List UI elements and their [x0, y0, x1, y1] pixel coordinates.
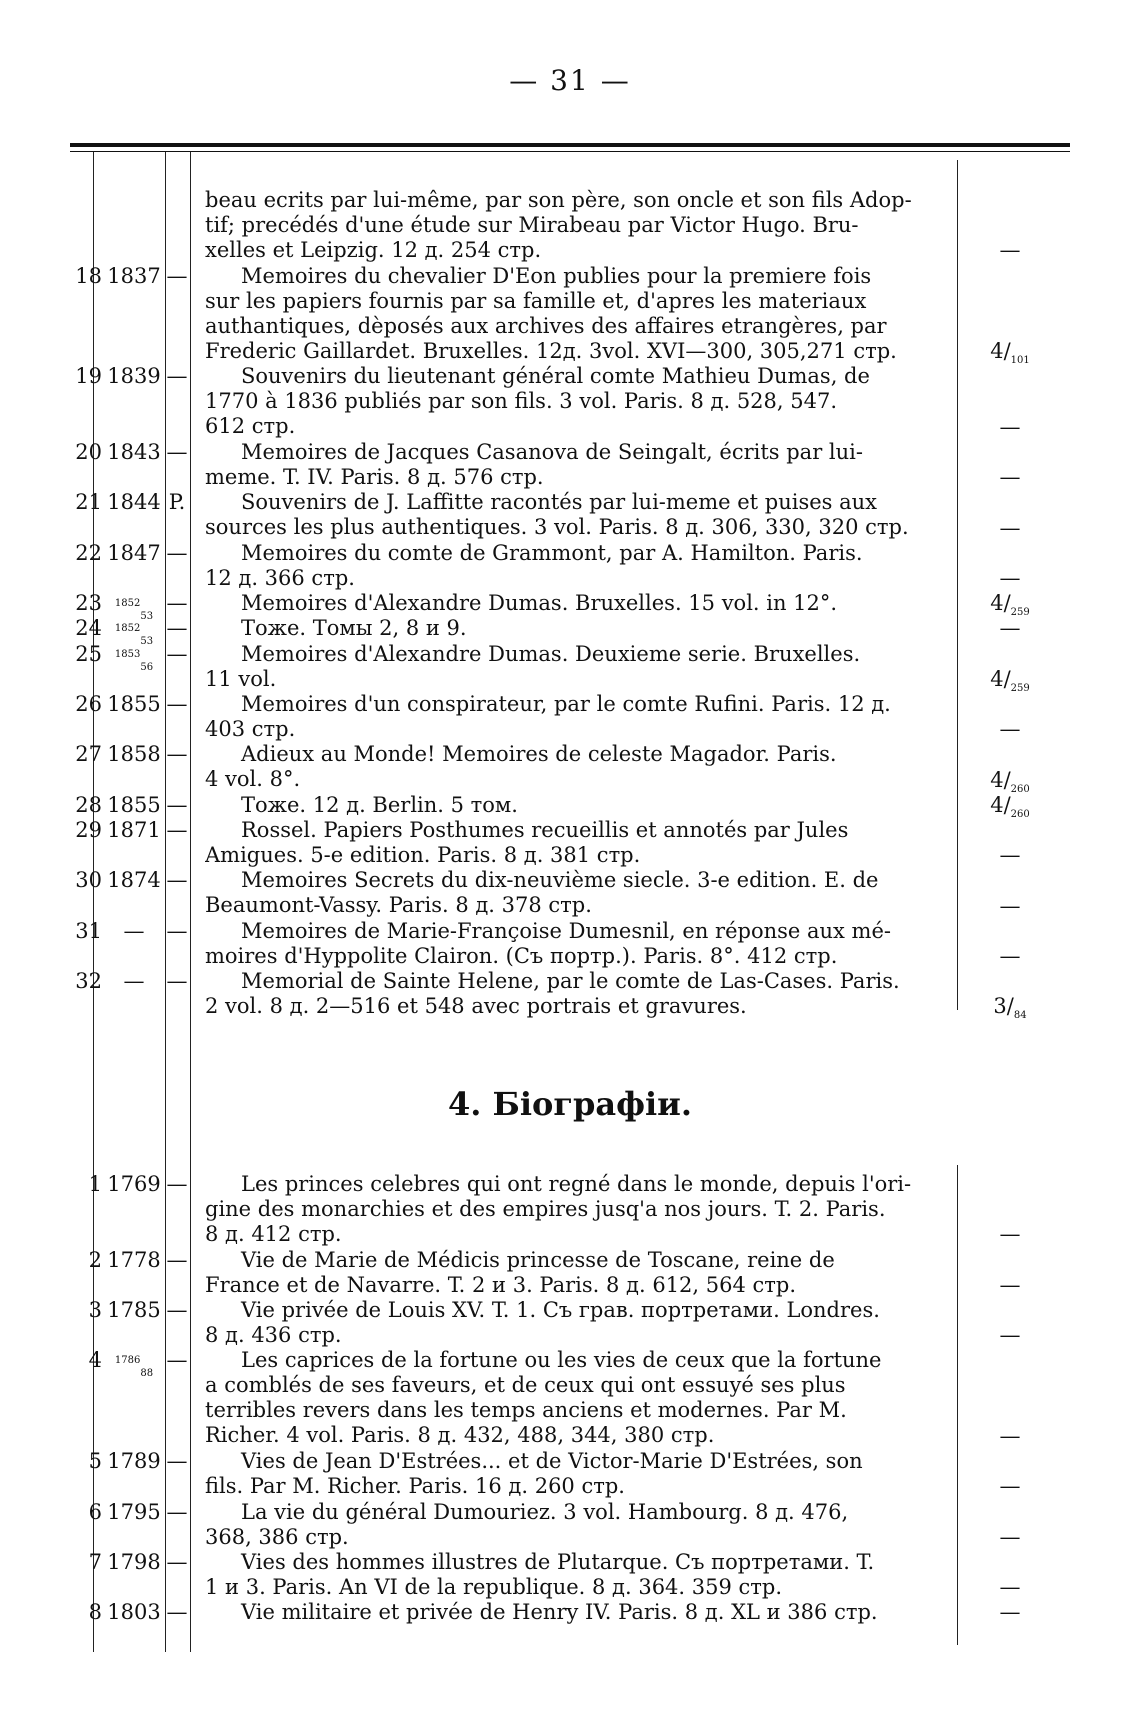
entry-text-line: sur les papiers fournis par sa famille et, d'apres les materiaux	[205, 288, 867, 313]
entry-mark: —	[166, 1298, 188, 1322]
entry-year	[103, 642, 165, 680]
entry-year-start: 1852	[114, 623, 141, 635]
entry-mark: —	[166, 1550, 188, 1574]
entry-year-end: 88	[140, 1368, 154, 1380]
section-heading: 4. Біографіи.	[448, 1085, 692, 1123]
entry-year: 1803	[107, 1600, 161, 1625]
entry-mark: —	[166, 918, 188, 943]
entry-mark: —	[166, 969, 188, 994]
entry-text-line: 1 и 3. Paris. An VI de la republique. 8 д. 364. 359 стр.	[205, 1575, 783, 1599]
entry-text-line: Memoires d'un conspirateur, par le comte Rufini. Paris. 12 д.	[241, 692, 891, 716]
entry-text	[205, 1600, 957, 1625]
entry-price: —	[999, 1524, 1021, 1549]
header-rule	[70, 143, 1070, 147]
entry-text-line: terribles revers dans les temps anciens et modernes. Par M.	[205, 1398, 847, 1423]
entry-year: 1798	[107, 1550, 161, 1574]
entry-number: 18	[75, 263, 102, 288]
entry-number: 29	[75, 818, 102, 842]
entry-mark: —	[166, 692, 188, 716]
entry-text-line: Vies des hommes illustres de Plutarque. Съ портретами. T.	[241, 1550, 875, 1574]
entry-text-line: 2 vol. 8 д. 2—516 et 548 avec portrais et gravures.	[205, 994, 747, 1019]
entry-text-line: Souvenirs du lieutenant général comte Mathieu Dumas, de	[241, 364, 870, 389]
entry-text-line: France et de Navarre. T. 2 и 3. Paris. 8 д. 612, 564 стр.	[205, 1272, 797, 1297]
column-divider	[957, 160, 958, 1010]
entry-text	[205, 1500, 957, 1550]
entry-text-line: Richer. 4 vol. Paris. 8 д. 432, 488, 344, 380 стр.	[205, 1423, 715, 1448]
entry-text	[205, 969, 957, 1019]
entry-price: —	[999, 717, 1021, 742]
entry-text-line: 11 vol.	[205, 666, 277, 691]
entry-mark: —	[166, 1499, 188, 1524]
entry-year: 1843	[107, 440, 161, 464]
entry-text-line: Тоже. 12 д. Berlin. 5 том.	[241, 792, 518, 817]
entry-text-line: a comblés de ses faveurs, et de ceux qui ont essuyé ses plus	[205, 1373, 846, 1398]
entry-year: —	[123, 969, 145, 994]
entry-year-start: 1852	[114, 598, 141, 610]
entry-price-subscript: 260	[1010, 808, 1030, 820]
entry-year: —	[123, 918, 145, 943]
entry-mark: —	[166, 1247, 188, 1272]
entry-price-subscript: 259	[1010, 607, 1030, 619]
column-divider	[190, 152, 191, 1652]
entry-number: 26	[75, 692, 102, 716]
entry-text-line: Memorial de Sainte Helene, par le comte de Las-Cases. Paris.	[241, 969, 900, 994]
entry-mark: —	[166, 540, 188, 565]
entry-text-line: meme. T. IV. Paris. 8 д. 576 стр.	[205, 465, 544, 489]
entry-price: $4/_{259}$	[990, 591, 1030, 619]
entry-mark: —	[166, 440, 188, 464]
entry-text	[205, 818, 957, 868]
entry-text	[205, 742, 957, 792]
entry-text-line: Memoires du chevalier D'Eon publies pour la premiere fois	[241, 263, 872, 288]
entry-number: 27	[75, 742, 102, 767]
entry-text-line: Adieux au Monde! Memoires de celeste Magador. Paris.	[241, 742, 837, 767]
entry-mark: P.	[168, 490, 186, 515]
entry-price: —	[999, 843, 1021, 868]
entry-year-start: 1853	[114, 648, 141, 660]
entry-text-line: Amigues. 5-e edition. Paris. 8 д. 381 стр.	[205, 843, 641, 867]
entry-year: 1844	[107, 490, 161, 515]
entry-price-subscript: 84	[1013, 1010, 1027, 1022]
column-divider	[957, 1165, 958, 1645]
entry-price: —	[999, 565, 1021, 590]
entry-year: 1839	[107, 364, 161, 389]
entry-price: —	[999, 1323, 1021, 1348]
entry-number: 7	[88, 1550, 102, 1574]
entry-mark: —	[166, 616, 188, 641]
entry-mark: —	[166, 1348, 188, 1373]
entry-text-line: fils. Par M. Richer. Paris. 16 д. 260 стр.	[205, 1474, 625, 1499]
entry-mark: —	[166, 792, 188, 817]
entry-price: —	[999, 943, 1021, 968]
entry-text-line: 4 vol. 8°.	[205, 767, 301, 792]
entry-text-line: Memoires Secrets du dix-neuvième siecle. 3-e edition. E. de	[241, 868, 879, 893]
entry-year: 1871	[107, 818, 161, 842]
entry-price: $4/_{101}$	[990, 339, 1030, 367]
entry-year: 1785	[107, 1298, 161, 1322]
entry-number: 4	[88, 1348, 102, 1373]
entry-mark: —	[166, 868, 188, 893]
entry-price: $4/_{260}$	[990, 767, 1030, 795]
entry-number: 30	[75, 868, 102, 893]
entry-year-end: 56	[140, 661, 154, 673]
entry-text-line: sources les plus authentiques. 3 vol. Paris. 8 д. 306, 330, 320 стр.	[205, 515, 909, 540]
entry-number: 24	[75, 616, 102, 641]
entry-text	[205, 490, 957, 540]
entry-text-line: 12 д. 366 стр.	[205, 565, 355, 590]
entry-text	[205, 188, 957, 263]
entry-text	[205, 642, 957, 692]
entry-number: 8	[88, 1600, 102, 1625]
entry-text-line: Vie militaire et privée de Henry IV. Paris. 8 д. XL и 386 стр.	[241, 1600, 878, 1625]
entry-year-start: 1786	[114, 1355, 141, 1367]
entry-price-subscript: 260	[1010, 783, 1030, 795]
entry-text-line: Les princes celebres qui ont regné dans le monde, depuis l'ori-	[241, 1172, 912, 1196]
entry-mark: —	[166, 1449, 188, 1474]
entry-text	[205, 793, 957, 818]
entry-price: —	[999, 1423, 1021, 1448]
entry-number: 22	[75, 540, 102, 565]
entry-text-line: beau ecrits par lui-même, par son père, son oncle et son fils Adop-	[205, 188, 912, 212]
entry-text	[205, 1550, 957, 1600]
entry-year-end: 53	[140, 636, 154, 648]
entry-text	[205, 616, 957, 641]
entry-price: —	[999, 465, 1021, 490]
entry-number: 1	[88, 1172, 102, 1196]
entry-number: 6	[88, 1499, 102, 1524]
entry-number: 25	[75, 641, 102, 666]
entry-text-line: Memoires d'Alexandre Dumas. Bruxelles. 15 vol. in 12°.	[241, 591, 838, 616]
entry-year: 1795	[107, 1499, 161, 1524]
entry-text-line: authantiques, dèposés aux archives des affaires etrangères, par	[205, 313, 887, 338]
entry-year: 1837	[107, 263, 161, 288]
entry-price: —	[999, 893, 1021, 918]
entry-text-line: Тоже. Томы 2, 8 и 9.	[241, 616, 467, 641]
entry-text	[205, 591, 957, 616]
entry-number: 21	[75, 490, 102, 515]
entry-mark: —	[166, 1600, 188, 1625]
entry-text-line: 1770 à 1836 publiés par son fils. 3 vol. Paris. 8 д. 528, 547.	[205, 389, 838, 414]
entry-mark: —	[166, 742, 188, 767]
entry-text-line: 612 стр.	[205, 414, 296, 439]
entry-text	[205, 868, 957, 918]
entry-number: 32	[75, 969, 102, 994]
entry-price-subscript: 101	[1010, 355, 1030, 367]
entry-text-line: Memoires de Jacques Casanova de Seingalt, écrits par lui-	[241, 440, 863, 464]
entry-text-line: moires d'Hyppolite Clairon. (Съ портр.). Paris. 8°. 412 стр.	[205, 943, 838, 968]
entry-price: $4/_{259}$	[990, 666, 1030, 694]
page-number: — 31 —	[509, 64, 631, 97]
entry-price: —	[999, 1575, 1021, 1600]
entry-text-line: Rossel. Papiers Posthumes recueillis et annotés par Jules	[241, 818, 849, 842]
entry-text	[205, 1248, 957, 1298]
entry-mark: —	[166, 364, 188, 389]
entry-mark: —	[166, 1172, 188, 1196]
entry-price: —	[999, 1474, 1021, 1499]
entry-text-line: Les caprices de la fortune ou les vies de ceux que la fortune	[241, 1348, 882, 1373]
entry-price: —	[999, 1272, 1021, 1297]
entry-year-end: 53	[140, 611, 154, 623]
entry-text	[205, 1449, 957, 1499]
entry-number: 2	[88, 1247, 102, 1272]
entry-text	[205, 364, 957, 439]
entry-text-line: 403 стр.	[205, 717, 296, 741]
entry-price-subscript: 259	[1010, 682, 1030, 694]
entry-price: —	[999, 414, 1021, 439]
entry-price: $4/_{260}$	[990, 792, 1030, 820]
entry-number: 19	[75, 364, 102, 389]
entry-year	[103, 1348, 165, 1386]
entry-price: —	[999, 1600, 1021, 1625]
entry-text-line: xelles et Leipzig. 12 д. 254 стр.	[205, 238, 542, 262]
entry-year: 1874	[107, 868, 161, 893]
entry-price: —	[999, 515, 1021, 540]
entry-number: 20	[75, 440, 102, 464]
entry-year: 1855	[107, 792, 161, 817]
entry-price: —	[999, 616, 1021, 641]
entry-text-line: Memoires de Marie-Françoise Dumesnil, en réponse aux mé-	[241, 918, 891, 943]
entry-price: $3/_{84}$	[993, 994, 1027, 1022]
entry-text-line: tif; precédés d'une étude sur Mirabeau par Victor Hugo. Bru-	[205, 213, 859, 237]
entry-text	[205, 919, 957, 969]
entry-number: 28	[75, 792, 102, 817]
entry-year: 1847	[107, 540, 161, 565]
entry-text	[205, 541, 957, 591]
entry-mark: —	[166, 818, 188, 842]
entry-text-line: Memoires d'Alexandre Dumas. Deuxieme serie. Bruxelles.	[241, 641, 861, 666]
entry-text-line: Vie privée de Louis XV. T. 1. Съ грав. портретами. Londres.	[241, 1298, 880, 1322]
entry-year: 1858	[107, 742, 161, 767]
entry-text	[205, 1348, 957, 1448]
entry-year: 1789	[107, 1449, 161, 1474]
entry-mark: —	[166, 591, 188, 616]
entry-text-line: Frederic Gaillardet. Bruxelles. 12д. 3vol. XVI—300, 305,271 стр.	[205, 338, 897, 363]
entry-year: 1855	[107, 692, 161, 716]
entry-price: —	[999, 238, 1021, 263]
entry-number: 23	[75, 591, 102, 616]
entry-text-line: 8 д. 412 стр.	[205, 1222, 342, 1246]
entry-mark: —	[166, 641, 188, 666]
entry-text-line: Beaumont-Vassy. Paris. 8 д. 378 стр.	[205, 893, 592, 918]
entry-text-line: 368, 386 стр.	[205, 1524, 349, 1549]
entry-text-line: Memoires du comte de Grammont, par A. Hamilton. Paris.	[241, 540, 863, 565]
header-rule-thin	[70, 151, 1070, 152]
entry-text-line: 8 д. 436 стр.	[205, 1323, 342, 1347]
entry-number: 3	[88, 1298, 102, 1322]
entry-price: —	[999, 1222, 1021, 1247]
entry-year: 1769	[107, 1172, 161, 1196]
entry-mark: —	[166, 263, 188, 288]
entry-text	[205, 264, 957, 364]
entry-year: 1778	[107, 1247, 161, 1272]
entry-text	[205, 440, 957, 490]
entry-number: 5	[88, 1449, 102, 1474]
entry-text-line: gine des monarchies et des empires jusq'a nos jours. T. 2. Paris.	[205, 1197, 886, 1221]
entry-text-line: La vie du général Dumouriez. 3 vol. Hambourg. 8 д. 476,	[241, 1499, 849, 1524]
entry-text-line: Souvenirs de J. Laffitte racontés par lui-meme et puises aux	[241, 490, 878, 515]
entry-text-line: Vies de Jean D'Estrées... et de Victor-Marie D'Estrées, son	[241, 1449, 863, 1474]
entry-text	[205, 692, 957, 742]
entry-number: 31	[75, 918, 102, 943]
entry-text	[205, 1298, 957, 1348]
entry-text-line: Vie de Marie de Médicis princesse de Toscane, reine de	[241, 1247, 835, 1272]
entry-text	[205, 1172, 957, 1247]
